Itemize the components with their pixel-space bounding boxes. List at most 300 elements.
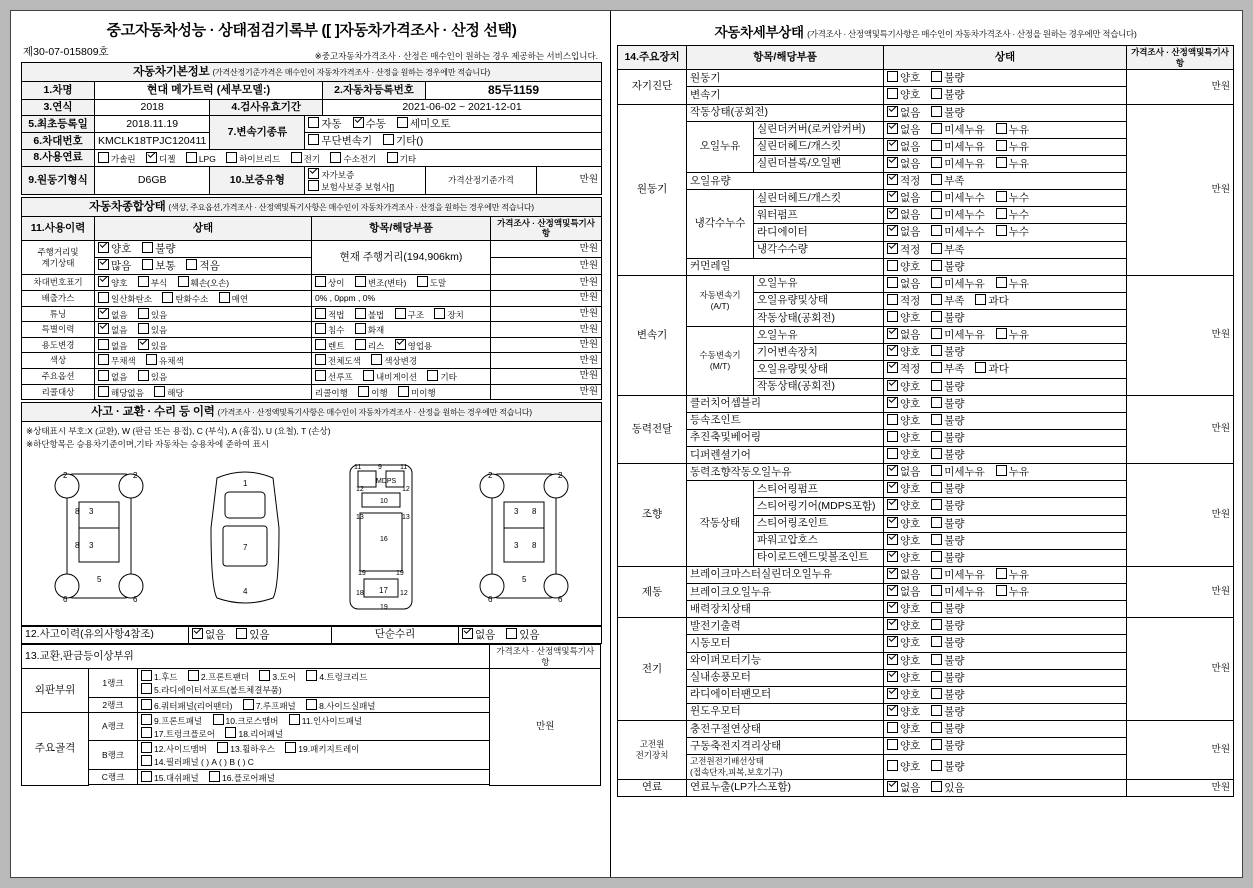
part-front-fender[interactable]: 2.프론트팬더 <box>188 670 249 683</box>
elec-wiper-opts[interactable] <box>884 652 1127 669</box>
commonrail-bad[interactable]: 불량 <box>931 260 964 274</box>
trans-mt-oilleak-opts[interactable] <box>884 327 1127 344</box>
svg-text:10: 10 <box>379 498 388 506</box>
windowmotor-bad[interactable]: 불량 <box>931 705 964 719</box>
coolant-head-none[interactable]: 없음 <box>887 191 920 205</box>
brake-master-none[interactable]: 없음 <box>887 568 920 582</box>
at-oilleak-minor[interactable]: 미세누유 <box>931 277 985 291</box>
engine-idle-opts[interactable] <box>884 104 1127 121</box>
mt-gearshift-bad[interactable]: 불량 <box>931 345 964 359</box>
parts-money-cell: 만원 <box>490 669 601 786</box>
accident-notes <box>21 422 602 450</box>
engine-item-radiator: 라디에이터 <box>754 224 884 241</box>
battery-isolation-good[interactable]: 양호 <box>887 739 920 753</box>
trans-mt-oilstate-opts[interactable] <box>884 361 1127 378</box>
fuel-leak-none[interactable]: 없음 <box>887 781 920 795</box>
rank-a-label: A랭크 <box>89 713 138 741</box>
accident-hist-opt-yes[interactable]: 있음 <box>236 628 269 642</box>
rank-b-label: B랭크 <box>89 741 138 769</box>
rank-1-items[interactable] <box>138 669 490 697</box>
brake-booster-good[interactable]: 양호 <box>887 602 920 616</box>
waterpump-minor[interactable]: 미세누수 <box>931 208 985 222</box>
color-opt-chromatic[interactable]: 유채색 <box>146 354 184 367</box>
alternator-good[interactable]: 양호 <box>887 619 920 633</box>
overall-row-mileage-state1[interactable] <box>95 241 312 258</box>
transmission-options-row2[interactable] <box>305 133 602 150</box>
overall-money-4: 만원 <box>491 290 602 306</box>
detail-col-state: 상태 <box>884 46 1127 70</box>
elec-starter-opts[interactable] <box>884 635 1127 652</box>
at-idle-bad[interactable]: 불량 <box>931 311 964 325</box>
usechange-opt-none[interactable]: 없음 <box>98 339 127 352</box>
mileage-opt-many[interactable]: 많음 <box>98 259 131 273</box>
powertrain-diff-opts[interactable] <box>884 447 1127 464</box>
steering-tierod-good[interactable]: 양호 <box>887 551 920 565</box>
mt-oilstate-low[interactable]: 부족 <box>931 362 964 376</box>
recall-opt-applicable[interactable]: 해당 <box>154 386 183 399</box>
engine-waterpump-opts[interactable] <box>884 207 1127 224</box>
accident-hist-opt-none[interactable]: 없음 <box>192 628 225 642</box>
at-idle-good[interactable]: 양호 <box>887 311 920 325</box>
commonrail-good[interactable]: 양호 <box>887 260 920 274</box>
mileage-opt-few[interactable]: 적음 <box>186 259 219 273</box>
detail-group-electrical: 전기 <box>618 618 687 721</box>
vin-opt-different[interactable]: 상이 <box>315 276 344 289</box>
fuel-opt-etc[interactable]: 기타 <box>387 152 416 165</box>
tuning-opt-device[interactable]: 장치 <box>434 308 463 321</box>
engine-rockercover-opts[interactable] <box>884 121 1127 138</box>
rank-b-items[interactable] <box>138 741 490 769</box>
fuel-options[interactable] <box>95 150 602 166</box>
steering-joint-bad[interactable]: 불량 <box>931 517 964 531</box>
vin-opt-damage[interactable]: 훼손(오손) <box>178 276 230 289</box>
steering-oilleak-none[interactable]: 없음 <box>887 465 920 479</box>
document-number: 제30-07-015809호 <box>23 46 109 58</box>
part-package-tray[interactable]: 19.패키지트레이 <box>285 742 359 755</box>
part-quarter-panel[interactable]: 6.쿼터패널(리어팬더) <box>141 699 232 712</box>
tuning-detail-opts[interactable] <box>312 306 491 322</box>
trans-opt-semiauto[interactable]: 세미오토 <box>397 117 451 131</box>
engine-label: 9.원동기형식 <box>22 166 95 194</box>
warranty-options[interactable] <box>305 166 426 194</box>
options-detail-opts[interactable] <box>312 369 491 385</box>
steering-pump-good[interactable]: 양호 <box>887 482 920 496</box>
options-opts[interactable] <box>95 369 312 385</box>
color-opt-achromatic[interactable]: 무채색 <box>98 354 136 367</box>
at-oilstate-over[interactable]: 과다 <box>975 294 1008 308</box>
trans-at-idle-opts[interactable] <box>884 310 1127 327</box>
special-opt-none[interactable]: 없음 <box>98 323 127 336</box>
steering-gear-good[interactable]: 양호 <box>887 499 920 513</box>
battery-isolation-bad[interactable]: 불량 <box>931 739 964 753</box>
usechange-opt-commercial[interactable]: 영업용 <box>395 339 433 352</box>
selfdiag-item-trans: 변속기 <box>687 87 884 104</box>
coolant-volume-proper[interactable]: 적정 <box>887 243 920 257</box>
part-cross-member[interactable]: 10.크로스맴버 <box>213 714 279 727</box>
trans-opt-etc[interactable]: 기타() <box>383 134 423 148</box>
usechange-opts[interactable] <box>95 337 312 353</box>
oilvolume-low[interactable]: 부족 <box>931 174 964 188</box>
steering-joint-good[interactable]: 양호 <box>887 517 920 531</box>
brake-master-leak[interactable]: 누유 <box>996 568 1029 582</box>
headgasket-oil-leak[interactable]: 누유 <box>996 140 1029 154</box>
rockercover-leak[interactable]: 누유 <box>996 123 1029 137</box>
warranty-opt-insurer[interactable]: 보험사보증 보험사[] <box>308 180 394 193</box>
mt-oilstate-over[interactable]: 과다 <box>975 362 1008 376</box>
trans-opt-auto[interactable]: 자동 <box>308 117 341 131</box>
headgasket-oil-none[interactable]: 없음 <box>887 140 920 154</box>
part-trunk-lid[interactable]: 4.트렁크리드 <box>306 670 367 683</box>
tuning-opt-legal[interactable]: 적법 <box>315 308 344 321</box>
transmission-options-row1[interactable] <box>305 116 602 133</box>
selfdiag-trans-bad[interactable]: 불량 <box>931 88 964 102</box>
trans-at-oilstate-opts[interactable] <box>884 292 1127 309</box>
options-opt-yes[interactable]: 있음 <box>138 370 167 383</box>
hv-chargeport-opts[interactable] <box>884 721 1127 738</box>
propshaft-good[interactable]: 양호 <box>887 431 920 445</box>
coolant-volume-low[interactable]: 부족 <box>931 243 964 257</box>
radiator-none[interactable]: 없음 <box>887 225 920 239</box>
cvjoint-good[interactable]: 양호 <box>887 414 920 428</box>
vin-state-opts[interactable] <box>95 275 312 291</box>
brake-money: 만원 <box>1127 566 1234 617</box>
parts-price-header: 가격조사 · 산정액및특기사항 <box>490 645 601 669</box>
blower-good[interactable]: 양호 <box>887 671 920 685</box>
vin-state-opts2[interactable] <box>312 275 491 291</box>
steering-oilleak-minor[interactable]: 미세누유 <box>931 465 985 479</box>
svg-text:6: 6 <box>133 595 138 605</box>
powertrain-cvjoint-opts[interactable] <box>884 412 1127 429</box>
steering-oilleak-leak[interactable]: 누유 <box>996 465 1029 479</box>
chargeport-good[interactable]: 양호 <box>887 722 920 736</box>
block-oilpan-none[interactable]: 없음 <box>887 157 920 171</box>
special-opt-flood[interactable]: 침수 <box>315 323 344 336</box>
detail-section-title: 자동차세부상태 <box>714 25 804 40</box>
emission-opt-co[interactable]: 일산화탄소 <box>98 292 152 305</box>
selfdiag-engine-good[interactable]: 양호 <box>887 71 920 85</box>
elec-radiatorfan-opts[interactable] <box>884 686 1127 703</box>
starter-good[interactable]: 양호 <box>887 636 920 650</box>
blower-bad[interactable]: 불량 <box>931 671 964 685</box>
at-oilleak-none[interactable]: 없음 <box>887 277 920 291</box>
document-title: 중고자동차성능 · 상태점검기록부 ([ ]자동차가격조사 · 산정 선택) <box>106 22 517 39</box>
steering-tierod-opts[interactable] <box>884 549 1127 566</box>
trans-at-oilleak-opts[interactable] <box>884 275 1127 292</box>
alternator-bad[interactable]: 불량 <box>931 619 964 633</box>
part-pillar-panel[interactable]: 14.필러패널 ( ) A ( ) B ( ) C <box>141 755 254 768</box>
svg-text:6: 6 <box>557 595 563 605</box>
brake-oil-none[interactable]: 없음 <box>887 585 920 599</box>
fuel-leak-yes[interactable]: 있음 <box>931 781 964 795</box>
part-hood[interactable]: 1.후드 <box>141 670 178 683</box>
vin-opt-erased[interactable]: 도말 <box>417 276 446 289</box>
engine-coolant-volume-opts[interactable] <box>884 241 1127 258</box>
at-oilleak-leak[interactable]: 누유 <box>996 277 1029 291</box>
part-trunk-floor[interactable]: 17.트렁크플로어 <box>141 727 215 740</box>
steering-tierod-bad[interactable]: 불량 <box>931 551 964 565</box>
engine-oilvolume-opts[interactable] <box>884 173 1127 190</box>
waterpump-none[interactable]: 없음 <box>887 208 920 222</box>
svg-text:16: 16 <box>379 536 388 544</box>
trans-at-item-oilstate: 오일유량및상태 <box>754 292 884 309</box>
elec-blower-opts[interactable] <box>884 669 1127 686</box>
cvjoint-bad[interactable]: 불량 <box>931 414 964 428</box>
options-opt-none[interactable]: 없음 <box>98 370 127 383</box>
engine-idle-bad[interactable]: 불량 <box>931 106 964 120</box>
steering-pump-opts[interactable] <box>884 481 1127 498</box>
headgasket-oil-minor[interactable]: 미세누유 <box>931 140 985 154</box>
hv-wiring-opts[interactable] <box>884 755 1127 779</box>
special-opts[interactable] <box>95 322 312 338</box>
mt-idle-good[interactable]: 양호 <box>887 380 920 394</box>
mt-idle-bad[interactable]: 불량 <box>931 380 964 394</box>
svg-text:2: 2 <box>557 471 563 481</box>
svg-text:2: 2 <box>487 471 493 481</box>
steering-gear-bad[interactable]: 불량 <box>931 499 964 513</box>
recall-opt-notdone[interactable]: 미이행 <box>398 386 436 399</box>
part-roof-panel[interactable]: 7.루프패널 <box>243 699 296 712</box>
recall-opt-na[interactable]: 해당없음 <box>98 386 144 399</box>
hv-battery-isolation-opts[interactable] <box>884 738 1127 755</box>
svg-text:8: 8 <box>75 507 80 517</box>
rockercover-minor[interactable]: 미세누유 <box>931 123 985 137</box>
engine-block-oilpan-opts[interactable] <box>884 155 1127 172</box>
overall-money-1: 만원 <box>491 241 602 258</box>
part-rear-panel[interactable]: 18.리어패널 <box>225 727 283 740</box>
steering-gear-opts[interactable] <box>884 498 1127 515</box>
color-opts[interactable] <box>95 353 312 369</box>
selfdiag-trans-opts[interactable] <box>884 87 1127 104</box>
part-side-sill-panel[interactable]: 8.사이드실패널 <box>306 699 375 712</box>
at-oilstate-proper[interactable]: 적정 <box>887 294 920 308</box>
simple-repair-opt-none[interactable]: 없음 <box>462 628 495 642</box>
radiator-leak[interactable]: 누수 <box>996 225 1029 239</box>
usechange-detail-opts[interactable] <box>312 337 491 353</box>
engine-radiator-opts[interactable] <box>884 224 1127 241</box>
mt-gearshift-good[interactable]: 양호 <box>887 345 920 359</box>
color-opt-changed[interactable]: 색상변경 <box>371 354 417 367</box>
brake-master-opts[interactable] <box>884 566 1127 583</box>
engine-item-oilvolume: 오일유량 <box>687 173 884 190</box>
selfdiag-engine-opts[interactable] <box>884 70 1127 87</box>
part-floor-panel[interactable]: 16.플로어패널 <box>209 771 275 784</box>
options-opt-navigation[interactable]: 내비게이션 <box>363 370 417 383</box>
radiator-minor[interactable]: 미세누수 <box>931 225 985 239</box>
radiatorfan-good[interactable]: 양호 <box>887 688 920 702</box>
simple-repair-opt-yes[interactable]: 있음 <box>506 628 539 642</box>
hv-money: 만원 <box>1127 721 1234 780</box>
part-radiator-support[interactable]: 5.라디에이터서포트(볼트체결부품) <box>141 683 282 696</box>
usechange-opt-yes[interactable]: 있음 <box>138 339 167 352</box>
engine-headgasket-oil-opts[interactable] <box>884 138 1127 155</box>
oilvolume-proper[interactable]: 적정 <box>887 174 920 188</box>
engine-commonrail-opts[interactable] <box>884 258 1127 275</box>
diff-good[interactable]: 양호 <box>887 448 920 462</box>
coolant-head-minor[interactable]: 미세누수 <box>931 191 985 205</box>
emission-opt-smoke[interactable]: 매연 <box>219 292 248 305</box>
overall-row-mileage-state2[interactable] <box>95 258 312 275</box>
fuel-opt-lpg[interactable]: LPG <box>186 152 216 165</box>
reg-no-label: 2.자동차등록번호 <box>323 82 426 100</box>
part-front-panel[interactable]: 9.프론트패널 <box>141 714 202 727</box>
clutch-bad[interactable]: 불량 <box>931 397 964 411</box>
trans-at-item-idle: 작동상태(공회전) <box>754 310 884 327</box>
inspection-value: 2021-06-02 ~ 2021-12-01 <box>323 100 602 116</box>
recall-opt-done[interactable]: 이행 <box>358 386 387 399</box>
overall-row-special-label: 특별이력 <box>22 322 95 338</box>
brake-item-oilleak: 브레이크오일누유 <box>687 584 884 601</box>
overall-money-8: 만원 <box>491 353 602 369</box>
brake-booster-opts[interactable] <box>884 601 1127 618</box>
part-door[interactable]: 3.도어 <box>259 670 296 683</box>
mt-oilleak-none[interactable]: 없음 <box>887 328 920 342</box>
at-oilstate-low[interactable]: 부족 <box>931 294 964 308</box>
brake-master-minor[interactable]: 미세누유 <box>931 568 985 582</box>
tuning-opt-yes[interactable]: 있음 <box>138 308 167 321</box>
mileage-opt-normal[interactable]: 보통 <box>142 259 175 273</box>
steering-pump-bad[interactable]: 불량 <box>931 482 964 496</box>
trans-mt-gearshift-opts[interactable] <box>884 344 1127 361</box>
tuning-opt-structure[interactable]: 구조 <box>395 308 424 321</box>
svg-text:3: 3 <box>513 507 519 517</box>
special-opt-yes[interactable]: 있음 <box>138 323 167 336</box>
steering-hose-opts[interactable] <box>884 532 1127 549</box>
steering-oilleak-opts[interactable] <box>884 464 1127 481</box>
windowmotor-good[interactable]: 양호 <box>887 705 920 719</box>
selfdiag-trans-good[interactable]: 양호 <box>887 88 920 102</box>
engine-headgasket-coolant-opts[interactable] <box>884 190 1127 207</box>
waterpump-leak[interactable]: 누수 <box>996 208 1029 222</box>
special-opt-fire[interactable]: 화재 <box>355 323 384 336</box>
trans-at-item-oilleak: 오일누유 <box>754 275 884 292</box>
steering-hose-bad[interactable]: 불량 <box>931 534 964 548</box>
elec-alternator-opts[interactable] <box>884 618 1127 635</box>
radiatorfan-bad[interactable]: 불량 <box>931 688 964 702</box>
steering-joint-opts[interactable] <box>884 515 1127 532</box>
rank-2-items[interactable] <box>138 697 490 713</box>
price-basis-label: 가격산정기준가격 <box>426 166 537 194</box>
detail-group-powertrain: 동력전달 <box>618 395 687 464</box>
warranty-opt-self[interactable]: 자가보증 <box>308 168 354 181</box>
color-detail-opts[interactable] <box>312 353 491 369</box>
brake-booster-bad[interactable]: 불량 <box>931 602 964 616</box>
detail-group-engine: 원동기 <box>618 104 687 275</box>
part-wheel-house[interactable]: 13.휠하우스 <box>217 742 275 755</box>
emission-opts[interactable] <box>95 290 312 306</box>
steering-hose-good[interactable]: 양호 <box>887 534 920 548</box>
block-oilpan-leak[interactable]: 누유 <box>996 157 1029 171</box>
usechange-opt-rent[interactable]: 렌트 <box>315 339 344 352</box>
starter-bad[interactable]: 불량 <box>931 636 964 650</box>
block-oilpan-minor[interactable]: 미세누유 <box>931 157 985 171</box>
recall-label-done: 리콜이행 <box>315 387 348 398</box>
vin-opt-corrosion[interactable]: 부식 <box>138 276 167 289</box>
accident-history-opts[interactable] <box>189 626 332 643</box>
mt-oilleak-minor[interactable]: 미세누유 <box>931 328 985 342</box>
group-frame-label: 주요골격 <box>22 713 89 786</box>
usechange-opt-lease[interactable]: 리스 <box>355 339 384 352</box>
fuel-label: 8.사용연료 <box>22 150 95 166</box>
overall-row-usechange-label: 용도변경 <box>22 337 95 353</box>
svg-text:5: 5 <box>521 575 527 585</box>
rank-a-items[interactable] <box>138 713 490 741</box>
part-inside-panel[interactable]: 11.인사이드패널 <box>289 714 362 727</box>
brake-item-master: 브레이크마스터실린더오일누유 <box>687 566 884 583</box>
engine-idle-none[interactable]: 없음 <box>887 106 920 120</box>
mileage-opt-good[interactable]: 양호 <box>98 242 131 256</box>
wiper-good[interactable]: 양호 <box>887 654 920 668</box>
mt-oilleak-leak[interactable]: 누유 <box>996 328 1029 342</box>
tuning-opts[interactable] <box>95 306 312 322</box>
powertrain-item-clutch: 클러치어셈블리 <box>687 395 884 412</box>
options-opt-sunroof[interactable]: 선루프 <box>315 370 353 383</box>
options-opt-etc[interactable]: 기타 <box>427 370 456 383</box>
mileage-opt-bad[interactable]: 불량 <box>142 242 175 256</box>
powertrain-clutch-opts[interactable] <box>884 395 1127 412</box>
fuel-opt-gasoline[interactable]: 가솔린 <box>98 152 136 165</box>
diff-bad[interactable]: 불량 <box>931 448 964 462</box>
reg-no-value: 85두1159 <box>426 82 602 100</box>
engine-item-idle: 작동상태(공회전) <box>687 104 884 121</box>
emission-opt-hc[interactable]: 탄화수소 <box>162 292 208 305</box>
special-detail-opts[interactable] <box>312 322 491 338</box>
tuning-opt-illegal[interactable]: 불법 <box>355 308 384 321</box>
part-side-member[interactable]: 12.사이드맴버 <box>141 742 207 755</box>
chargeport-bad[interactable]: 불량 <box>931 722 964 736</box>
tuning-opt-none[interactable]: 없음 <box>98 308 127 321</box>
svg-text:13: 13 <box>401 514 410 522</box>
recall-detail-opts[interactable] <box>312 384 491 400</box>
trans-opt-cvt[interactable]: 무단변속기 <box>308 134 372 148</box>
recall-opts[interactable] <box>95 384 312 400</box>
brake-oil-minor[interactable]: 미세누유 <box>931 585 985 599</box>
color-opt-fullpaint[interactable]: 전체도색 <box>315 354 361 367</box>
trans-mt-item-idle: 작동상태(공회전) <box>754 378 884 395</box>
damage-diagram[interactable] <box>21 450 602 626</box>
brake-oil-leak[interactable]: 누유 <box>996 585 1029 599</box>
svg-text:6: 6 <box>487 595 493 605</box>
vin-opt-good[interactable]: 양호 <box>98 276 127 289</box>
svg-text:3: 3 <box>89 507 94 517</box>
elec-windowmotor-opts[interactable] <box>884 703 1127 720</box>
year-value: 2018 <box>95 100 210 116</box>
year-label: 3.연식 <box>22 100 95 116</box>
wiper-bad[interactable]: 불량 <box>931 654 964 668</box>
fuel-leak-opts[interactable] <box>884 779 1127 796</box>
part-dash-panel[interactable]: 15.대쉬패널 <box>141 771 199 784</box>
propshaft-bad[interactable]: 불량 <box>931 431 964 445</box>
trans-mt-idle-opts[interactable] <box>884 378 1127 395</box>
coolant-head-leak[interactable]: 누수 <box>996 191 1029 205</box>
brake-oilleak-opts[interactable] <box>884 584 1127 601</box>
rank-c-items[interactable] <box>138 769 490 785</box>
mt-oilstate-proper[interactable]: 적정 <box>887 362 920 376</box>
simple-repair-opts[interactable] <box>459 626 602 643</box>
fuel-opt-electric[interactable]: 전기 <box>291 152 320 165</box>
rockercover-none[interactable]: 없음 <box>887 123 920 137</box>
fuel-opt-diesel[interactable]: 디젤 <box>146 152 175 165</box>
vin-opt-altered[interactable]: 변조(변타) <box>355 276 407 289</box>
elec-item-windowmotor: 윈도우모터 <box>687 703 884 720</box>
fuel-opt-hydrogen[interactable]: 수소전기 <box>330 152 376 165</box>
trans-opt-manual[interactable]: 수동 <box>353 117 386 131</box>
powertrain-propshaft-opts[interactable] <box>884 429 1127 446</box>
hv-wiring-bad[interactable]: 불량 <box>931 760 964 774</box>
clutch-good[interactable]: 양호 <box>887 397 920 411</box>
selfdiag-engine-bad[interactable]: 불량 <box>931 71 964 85</box>
fuel-opt-hybrid[interactable]: 하이브리드 <box>226 152 280 165</box>
hv-wiring-good[interactable]: 양호 <box>887 760 920 774</box>
